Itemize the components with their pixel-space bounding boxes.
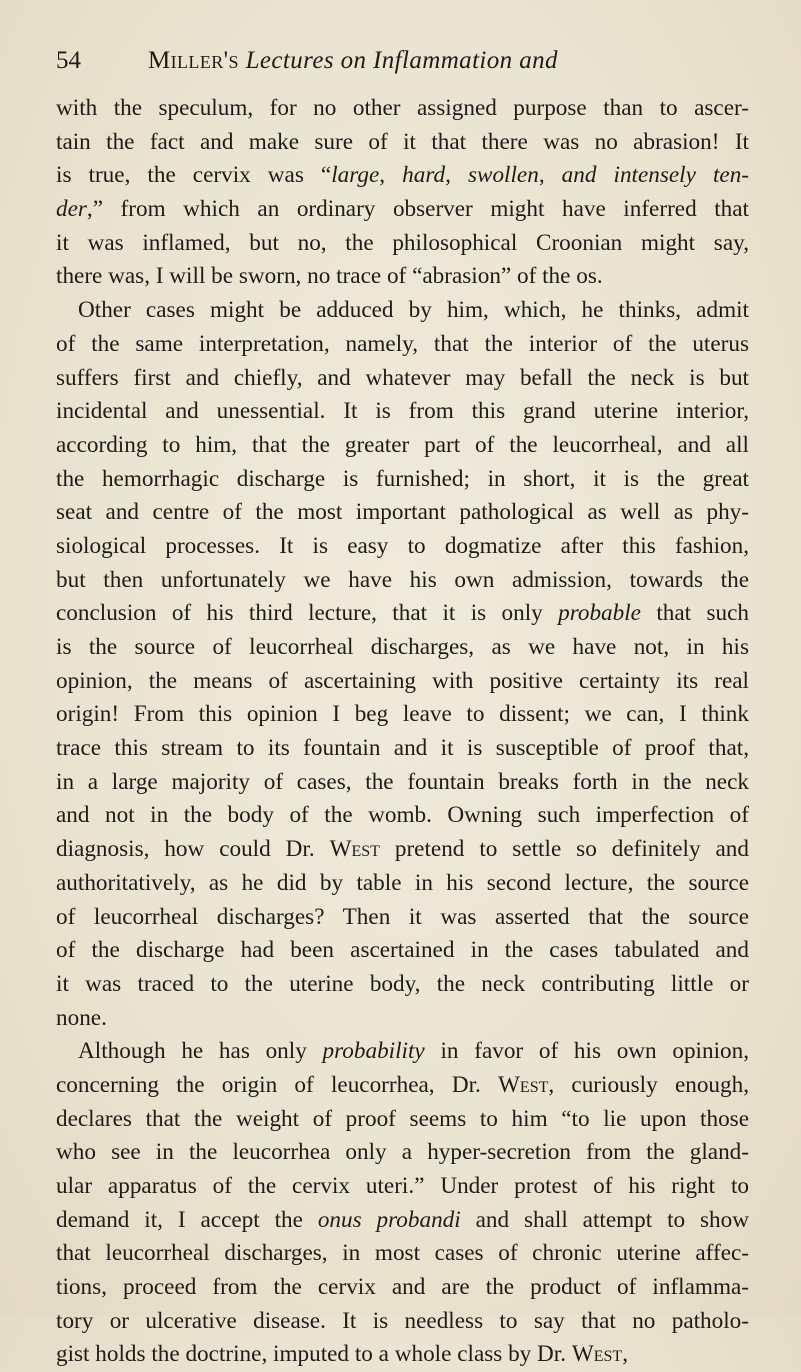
- text-segment: that such: [640, 600, 749, 627]
- text-segment: and intensely ten-: [561, 162, 750, 189]
- text-segment: probability: [322, 1038, 425, 1065]
- text-line: [56, 1170, 749, 1204]
- text-segment: Although he has only: [78, 1038, 323, 1065]
- text-segment: diagnosis, how could Dr.: [56, 836, 330, 863]
- text-segment: ,: [538, 162, 562, 189]
- text-segment: who see in the leucorrhea only a hyper-secretion from the gland-: [56, 1139, 749, 1166]
- text-line: [56, 463, 749, 497]
- text-segment: it was inflamed, but no, the philosophical Croonian might say,: [56, 229, 749, 256]
- text-segment: gist holds the doctrine, imputed to a whole class by Dr.: [56, 1341, 572, 1368]
- text-segment: ,: [622, 1341, 628, 1368]
- text-line: [56, 530, 749, 564]
- text-line: [56, 901, 749, 935]
- text-segment: according to him, that the greater part of the leucorrheal, and all: [56, 431, 749, 458]
- text-line: [56, 732, 749, 766]
- text-segment: incidental and unessential. It is from this grand uterine interior,: [56, 398, 749, 425]
- text-segment: ,: [379, 162, 403, 189]
- text-segment: with the speculum, for no other assigned purpose than to ascer-: [56, 95, 749, 121]
- text-segment: tain the fact and make sure of it that there was no abrasion! It: [56, 128, 749, 155]
- text-line: [56, 934, 749, 968]
- text-line: [56, 328, 749, 362]
- text-line: [56, 698, 749, 732]
- text-segment: origin! From this opinion I beg leave to dissent; we can, I think: [56, 701, 749, 728]
- text-line: [56, 260, 749, 294]
- text-segment: pretend to settle so definitely and: [379, 836, 749, 863]
- page-number: 54: [56, 47, 81, 74]
- running-head: [148, 44, 558, 78]
- text-segment: der: [56, 196, 87, 223]
- text-line: [56, 1271, 749, 1305]
- text-segment: onus probandi: [317, 1206, 461, 1233]
- text-segment: but then unfortunately we have his own admission, towards the: [56, 566, 749, 593]
- text-segment: West: [571, 1341, 623, 1368]
- text-segment: swollen: [467, 162, 539, 189]
- text-line: [56, 968, 749, 1002]
- text-line: [56, 665, 749, 699]
- text-line: [56, 597, 749, 631]
- text-segment: authoritatively, as he did by table in his second lecture, the source: [56, 869, 749, 896]
- text-segment: and not in the body of the womb. Owning such imperfection of: [56, 802, 749, 829]
- text-segment: is true, the cervix was “: [56, 162, 332, 189]
- text-line: [56, 1103, 749, 1137]
- text-segment: West: [498, 1071, 549, 1098]
- text-line: [56, 867, 749, 901]
- text-line: [56, 92, 749, 126]
- text-segment: ular apparatus of the cervix uteri.” Under protest of his right to: [56, 1173, 749, 1199]
- text-segment: seat and centre of the most important pathological as well as phy-: [56, 499, 749, 526]
- text-segment: concerning the origin of leucorrhea, Dr.: [56, 1071, 499, 1098]
- text-line: [56, 496, 749, 530]
- text-segment: declares that the weight of proof seems to him “to lie upon those: [56, 1105, 749, 1132]
- text-line: [56, 833, 749, 867]
- text-segment: Other cases might be adduced by him, which, he thinks, admit: [78, 297, 749, 324]
- text-line: [56, 227, 749, 261]
- text-line: [56, 1035, 749, 1069]
- text-segment: there was, I will be sworn, no trace of “abrasion” of the os.: [56, 263, 603, 290]
- text-line: [56, 362, 749, 396]
- text-segment: tory or ulcerative disease. It is needless to say that no patholo-: [56, 1307, 749, 1334]
- text-segment: ,: [445, 162, 468, 189]
- running-head-author: Miller's: [148, 47, 239, 74]
- text-segment: it was traced to the uterine body, the neck contributing little or: [56, 970, 749, 997]
- text-segment: trace this stream to its fountain and it is susceptible of proof that,: [56, 735, 749, 762]
- text-line: [56, 1069, 749, 1103]
- text-line: [56, 1338, 749, 1372]
- text-segment: siological processes. It is easy to dogmatize after this fashion,: [56, 532, 749, 559]
- text-segment: and shall attempt to show: [460, 1206, 749, 1233]
- body-text: [56, 92, 749, 1372]
- text-segment: probable: [558, 600, 641, 627]
- text-line: [56, 159, 749, 193]
- text-segment: conclusion of his third lecture, that it is only: [56, 600, 559, 627]
- text-line: [56, 1305, 749, 1339]
- text-segment: large: [331, 162, 380, 189]
- text-segment: of the discharge had been ascertained in the cases tabulated and: [56, 937, 749, 964]
- text-line: [56, 766, 749, 800]
- text-segment: demand it, I accept the: [56, 1206, 318, 1233]
- text-segment: none.: [56, 1004, 107, 1031]
- text-segment: in a large majority of cases, the fountain breaks forth in the neck: [56, 768, 749, 795]
- running-head-title: Lectures on Inflammation and: [245, 47, 558, 74]
- text-segment: of leucorrheal discharges? Then it was asserted that the source: [56, 903, 749, 930]
- text-line: [56, 395, 749, 429]
- text-line: [56, 1204, 749, 1238]
- text-segment: West: [329, 836, 380, 863]
- text-line: [56, 126, 749, 160]
- text-line: [56, 1002, 749, 1036]
- text-segment: of the same interpretation, namely, that the interior of the uterus: [56, 330, 749, 357]
- text-line: [56, 564, 749, 598]
- text-segment: that leucorrheal discharges, in most cases of chronic uterine affec-: [56, 1240, 749, 1267]
- text-line: [56, 429, 749, 463]
- text-line: [56, 799, 749, 833]
- text-line: [56, 631, 749, 665]
- text-segment: suffers first and chiefly, and whatever may befall the neck is but: [56, 364, 749, 391]
- text-segment: , curiously enough,: [548, 1071, 750, 1098]
- text-segment: is the source of leucorrheal discharges, as we have not, in his: [56, 634, 749, 660]
- text-segment: opinion, the means of ascertaining with positive certainty its real: [56, 667, 749, 694]
- text-segment: ,” from which an ordinary observer might have inferred that: [86, 196, 749, 223]
- text-segment: tions, proceed from the cervix and are the product of inflamma-: [56, 1274, 749, 1301]
- text-line: [56, 193, 749, 227]
- text-segment: hard: [402, 162, 446, 189]
- text-segment: the hemorrhagic discharge is furnished; in short, it is the great: [56, 465, 749, 492]
- text-line: [56, 1136, 749, 1170]
- page-header: [56, 44, 749, 78]
- text-line: [56, 294, 749, 328]
- text-line: [56, 1237, 749, 1271]
- text-segment: in favor of his own opinion,: [424, 1038, 750, 1065]
